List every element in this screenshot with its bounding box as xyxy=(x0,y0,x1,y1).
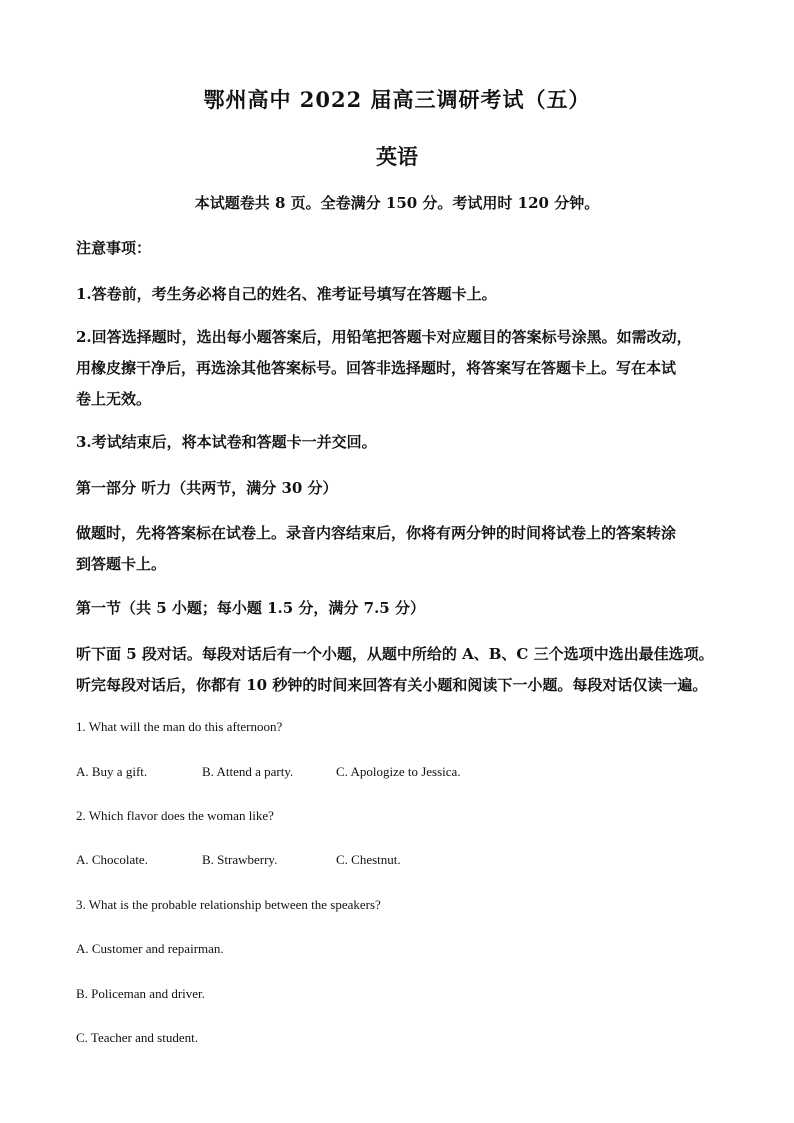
question-1-option-a: A. Buy a gift. xyxy=(76,764,148,779)
question-3: 3. What is the probable relationship between the speakers? xyxy=(76,897,381,912)
question-2-option-a: A. Chocolate. xyxy=(76,852,148,867)
notice-item-3: 3.考试结束后，将本试卷和答题卡一并交回。 xyxy=(76,433,377,451)
notice-heading: 注意事项： xyxy=(76,239,152,257)
question-2-option-b: B. Strawberry. xyxy=(202,852,278,867)
question-3-option-b: B. Policeman and driver. xyxy=(76,986,205,1001)
question-2: 2. Which flavor does the woman like? xyxy=(76,808,274,823)
notice-item-2-line-3: 卷上无效。 xyxy=(76,390,152,408)
notice-item-2-line-1: 2.回答选择题时，选出每小题答案后，用铅笔把答题卡对应题目的答案标号涂黑。如需改动， xyxy=(76,328,692,346)
exam-title: 鄂州高中 2022 届高三调研考试（五） xyxy=(203,87,591,112)
question-2-option-c: C. Chestnut. xyxy=(336,852,401,867)
question-3-option-a: A. Customer and repairman. xyxy=(76,941,224,956)
notice-item-2-line-2: 用橡皮擦干净后，再选涂其他答案标号。回答非选择题时，将答案写在答题卡上。写在本试 xyxy=(76,359,677,377)
part1-instruction-line-2: 到答题卡上。 xyxy=(76,555,167,573)
section1-instruction-line-1: 听下面 5 段对话。每段对话后有一个小题，从题中所给的 A、B、C 三个选项中选出最佳选项。 xyxy=(76,645,714,663)
question-1-option-c: C. Apologize to Jessica. xyxy=(336,764,461,779)
section1-heading: 第一节（共 5 小题；每小题 1.5 分，满分 7.5 分） xyxy=(76,599,425,617)
part1-heading: 第一部分 听力（共两节，满分 30 分） xyxy=(76,479,338,497)
part1-instruction-line-1: 做题时，先将答案标在试卷上。录音内容结束后，你将有两分钟的时间将试卷上的答案转涂 xyxy=(76,524,677,542)
exam-info: 本试题卷共 8 页。全卷满分 150 分。考试用时 120 分钟。 xyxy=(194,194,600,212)
section1-instruction-line-2: 听完每段对话后，你都有 10 秒钟的时间来回答有关小题和阅读下一小题。每段对话仅读一遍。 xyxy=(76,676,708,694)
notice-item-1: 1.答卷前，考生务必将自己的姓名、准考证号填写在答题卡上。 xyxy=(76,285,497,303)
question-1-option-b: B. Attend a party. xyxy=(202,764,294,779)
question-3-option-c: C. Teacher and student. xyxy=(76,1030,198,1045)
subject-title: 英语 xyxy=(376,144,418,169)
question-1: 1. What will the man do this afternoon? xyxy=(76,719,283,734)
